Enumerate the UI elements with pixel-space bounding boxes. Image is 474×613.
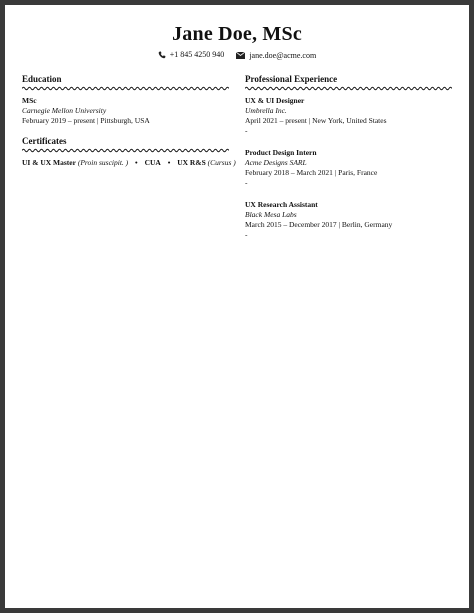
bullet-dash: - — [245, 126, 248, 135]
certificate-item — [175, 158, 235, 167]
job-title: Product Design Intern — [245, 148, 317, 157]
job-dates-location: April 2021 – present | New York, United States — [245, 116, 387, 125]
experience-heading: Professional Experience — [245, 74, 338, 84]
job-dates-location: February 2018 – March 2021 | Paris, France — [245, 168, 378, 177]
experience-entry — [245, 200, 452, 240]
job-title: UX Research Assistant — [245, 200, 318, 209]
certificate-institution: (Proin suscipit. ) — [77, 158, 129, 167]
certificate-item — [22, 158, 130, 167]
degree: MSc — [22, 96, 37, 105]
certificate-institution: (Cursus ) — [207, 158, 236, 167]
job-dates-location: March 2015 – December 2017 | Berlin, Germany — [245, 220, 393, 229]
experience-section — [245, 74, 452, 240]
certificate-item — [143, 158, 163, 167]
resume-page — [5, 5, 469, 608]
contact-line — [5, 50, 469, 61]
experience-entry — [245, 148, 452, 188]
company-name: Umbrella Inc. — [245, 106, 287, 115]
section-divider — [22, 86, 229, 91]
email-contact[interactable] — [236, 51, 316, 60]
certificates-heading: Certificates — [22, 136, 67, 146]
section-divider — [245, 86, 452, 91]
phone-number: +1 845 4250 940 — [169, 50, 225, 59]
bullet-dash: - — [245, 230, 248, 239]
bullet-separator: • — [135, 158, 138, 167]
candidate-name: Jane Doe, MSc — [172, 23, 302, 45]
phone-icon — [158, 51, 166, 59]
education-section — [22, 74, 229, 126]
institution: Carnegie Mellon University — [22, 106, 107, 115]
education-dates-location: February 2019 – present | Pittsburgh, USA — [22, 116, 150, 125]
certificate-name: UX R&S — [177, 158, 206, 167]
section-divider — [22, 148, 229, 153]
certificate-name: CUA — [144, 158, 161, 167]
envelope-icon — [236, 52, 245, 59]
certificates-section — [22, 136, 236, 168]
company-name: Acme Designs SARL — [245, 158, 307, 167]
education-heading: Education — [22, 74, 62, 84]
email-address[interactable]: jane.doe@acme.com — [249, 50, 317, 60]
bullet-separator: • — [167, 158, 171, 167]
certificates-list — [22, 158, 236, 168]
education-entry — [22, 96, 229, 126]
job-title: UX & UI Designer — [245, 96, 305, 105]
bullet-dash: - — [245, 178, 248, 187]
company-name: Black Mesa Labs — [245, 210, 297, 219]
experience-entry — [245, 96, 452, 136]
left-column — [22, 74, 236, 178]
right-column — [245, 74, 452, 252]
certificate-name: UI & UX Master — [22, 158, 76, 167]
phone-contact — [158, 50, 225, 59]
